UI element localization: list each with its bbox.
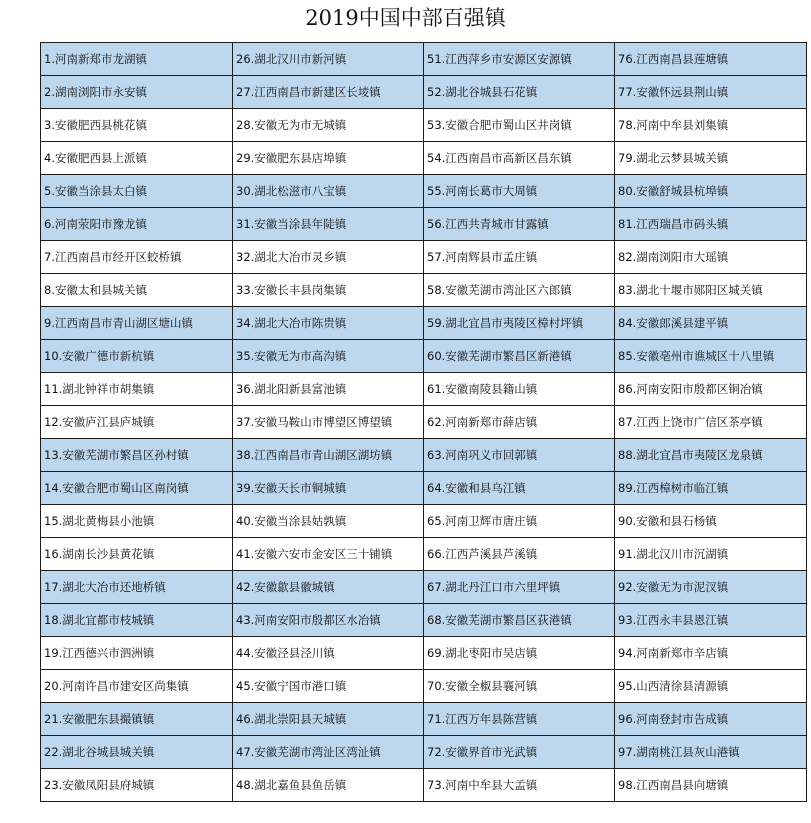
table-cell: 58.安徽芜湖市湾沚区六郎镇 <box>424 274 615 307</box>
table-cell: 93.江西永丰县恩江镇 <box>615 604 807 637</box>
table-cell: 53.安徽合肥市蜀山区井岗镇 <box>424 109 615 142</box>
table-cell: 68.安徽芜湖市繁昌区荻港镇 <box>424 604 615 637</box>
table-cell: 60.安徽芜湖市繁昌区新港镇 <box>424 340 615 373</box>
table-cell: 70.安徽全椒县襄河镇 <box>424 670 615 703</box>
table-cell: 51.江西萍乡市安源区安源镇 <box>424 43 615 76</box>
table-cell: 79.湖北云梦县城关镇 <box>615 142 807 175</box>
table-cell: 11.湖北钟祥市胡集镇 <box>41 373 233 406</box>
table-cell: 56.江西共青城市甘露镇 <box>424 208 615 241</box>
table-cell: 37.安徽马鞍山市博望区博望镇 <box>233 406 424 439</box>
table-cell: 92.安徽无为市泥汊镇 <box>615 571 807 604</box>
table-cell: 40.安徽当涂县姑孰镇 <box>233 505 424 538</box>
table-cell: 26.湖北汉川市新河镇 <box>233 43 424 76</box>
table-row <box>41 736 807 769</box>
table-cell: 13.安徽芜湖市繁昌区孙村镇 <box>41 439 233 472</box>
table-row <box>41 703 807 736</box>
table-row <box>41 274 807 307</box>
table-cell: 17.湖北大冶市还地桥镇 <box>41 571 233 604</box>
table-cell: 29.安徽肥东县店埠镇 <box>233 142 424 175</box>
table-row <box>41 538 807 571</box>
table-row <box>41 142 807 175</box>
table-cell: 61.安徽南陵县籍山镇 <box>424 373 615 406</box>
table-cell: 34.湖北大冶市陈贵镇 <box>233 307 424 340</box>
table-cell: 81.江西瑞昌市码头镇 <box>615 208 807 241</box>
table-cell: 30.湖北松滋市八宝镇 <box>233 175 424 208</box>
table-cell: 21.安徽肥东县撮镇镇 <box>41 703 233 736</box>
table-cell: 38.江西南昌市青山湖区湖坊镇 <box>233 439 424 472</box>
table-cell: 3.安徽肥西县桃花镇 <box>41 109 233 142</box>
table-cell: 4.安徽肥西县上派镇 <box>41 142 233 175</box>
table-cell: 95.山西清徐县清源镇 <box>615 670 807 703</box>
table-cell: 77.安徽怀远县荆山镇 <box>615 76 807 109</box>
table-cell: 62.河南新郑市薛店镇 <box>424 406 615 439</box>
table-row <box>41 43 807 76</box>
table-row <box>41 208 807 241</box>
table-cell: 59.湖北宜昌市夷陵区樟村坪镇 <box>424 307 615 340</box>
table-cell: 6.河南荥阳市豫龙镇 <box>41 208 233 241</box>
table-cell: 63.河南巩义市回郭镇 <box>424 439 615 472</box>
table-cell: 46.湖北崇阳县天城镇 <box>233 703 424 736</box>
table-cell: 69.湖北枣阳市吴店镇 <box>424 637 615 670</box>
table-row <box>41 637 807 670</box>
table-row <box>41 670 807 703</box>
table-cell: 42.安徽歙县徽城镇 <box>233 571 424 604</box>
table-cell: 57.河南辉县市孟庄镇 <box>424 241 615 274</box>
ranking-table <box>40 42 807 802</box>
table-row <box>41 604 807 637</box>
table-cell: 80.安徽舒城县杭埠镇 <box>615 175 807 208</box>
table-cell: 15.湖北黄梅县小池镇 <box>41 505 233 538</box>
table-cell: 14.安徽合肥市蜀山区南岗镇 <box>41 472 233 505</box>
table-cell: 83.湖北十堰市郧阳区城关镇 <box>615 274 807 307</box>
table-cell: 65.河南卫辉市唐庄镇 <box>424 505 615 538</box>
table-cell: 36.湖北阳新县富池镇 <box>233 373 424 406</box>
table-cell: 73.河南中牟县大孟镇 <box>424 769 615 802</box>
table-row <box>41 373 807 406</box>
table-cell: 9.江西南昌市青山湖区塘山镇 <box>41 307 233 340</box>
table-cell: 55.河南长葛市大周镇 <box>424 175 615 208</box>
table-cell: 97.湖南桃江县灰山港镇 <box>615 736 807 769</box>
page-title: 2019中国中部百强镇 <box>305 6 506 30</box>
table-cell: 27.江西南昌市新建区长堎镇 <box>233 76 424 109</box>
table-cell: 52.湖北谷城县石花镇 <box>424 76 615 109</box>
table-cell: 19.江西德兴市泗洲镇 <box>41 637 233 670</box>
table-cell: 78.河南中牟县刘集镇 <box>615 109 807 142</box>
table-row <box>41 439 807 472</box>
table-cell: 32.湖北大冶市灵乡镇 <box>233 241 424 274</box>
table-cell: 84.安徽郎溪县建平镇 <box>615 307 807 340</box>
table-cell: 5.安徽当涂县太白镇 <box>41 175 233 208</box>
table-cell: 71.江西万年县陈营镇 <box>424 703 615 736</box>
table-row <box>41 571 807 604</box>
table-cell: 33.安徽长丰县岗集镇 <box>233 274 424 307</box>
table-row <box>41 307 807 340</box>
table-row <box>41 472 807 505</box>
table-cell: 12.安徽庐江县庐城镇 <box>41 406 233 439</box>
table-cell: 39.安徽天长市铜城镇 <box>233 472 424 505</box>
table-cell: 82.湖南浏阳市大瑶镇 <box>615 241 807 274</box>
ranking-table-body <box>41 43 807 802</box>
table-cell: 8.安徽太和县城关镇 <box>41 274 233 307</box>
table-cell: 54.江西南昌市高新区昌东镇 <box>424 142 615 175</box>
table-cell: 91.湖北汉川市沉湖镇 <box>615 538 807 571</box>
table-row <box>41 109 807 142</box>
table-cell: 48.湖北嘉鱼县鱼岳镇 <box>233 769 424 802</box>
table-cell: 20.河南许昌市建安区尚集镇 <box>41 670 233 703</box>
table-cell: 44.安徽泾县泾川镇 <box>233 637 424 670</box>
table-cell: 86.河南安阳市殷都区铜冶镇 <box>615 373 807 406</box>
table-cell: 94.河南新郑市辛店镇 <box>615 637 807 670</box>
table-cell: 16.湖南长沙县黄花镇 <box>41 538 233 571</box>
table-cell: 2.湖南浏阳市永安镇 <box>41 76 233 109</box>
table-row <box>41 76 807 109</box>
table-cell: 87.江西上饶市广信区茶亭镇 <box>615 406 807 439</box>
table-cell: 7.江西南昌市经开区蛟桥镇 <box>41 241 233 274</box>
table-row <box>41 406 807 439</box>
table-cell: 35.安徽无为市高沟镇 <box>233 340 424 373</box>
table-cell: 18.湖北宜都市枝城镇 <box>41 604 233 637</box>
table-cell: 76.江西南昌县莲塘镇 <box>615 43 807 76</box>
table-cell: 28.安徽无为市无城镇 <box>233 109 424 142</box>
table-cell: 47.安徽芜湖市湾沚区湾沚镇 <box>233 736 424 769</box>
table-row <box>41 175 807 208</box>
table-cell: 66.江西芦溪县芦溪镇 <box>424 538 615 571</box>
table-cell: 22.湖北谷城县城关镇 <box>41 736 233 769</box>
table-row <box>41 769 807 802</box>
table-cell: 67.湖北丹江口市六里坪镇 <box>424 571 615 604</box>
table-cell: 98.江西南昌县向塘镇 <box>615 769 807 802</box>
table-row <box>41 505 807 538</box>
table-cell: 23.安徽凤阳县府城镇 <box>41 769 233 802</box>
table-row <box>41 340 807 373</box>
table-cell: 85.安徽亳州市谯城区十八里镇 <box>615 340 807 373</box>
table-cell: 64.安徽和县乌江镇 <box>424 472 615 505</box>
table-cell: 10.安徽广德市新杭镇 <box>41 340 233 373</box>
table-row <box>41 241 807 274</box>
table-cell: 90.安徽和县石杨镇 <box>615 505 807 538</box>
table-cell: 96.河南登封市告成镇 <box>615 703 807 736</box>
table-cell: 89.江西樟树市临江镇 <box>615 472 807 505</box>
table-cell: 45.安徽宁国市港口镇 <box>233 670 424 703</box>
table-cell: 31.安徽当涂县年陡镇 <box>233 208 424 241</box>
table-cell: 43.河南安阳市殷都区水冶镇 <box>233 604 424 637</box>
table-cell: 41.安徽六安市金安区三十铺镇 <box>233 538 424 571</box>
table-cell: 88.湖北宜昌市夷陵区龙泉镇 <box>615 439 807 472</box>
table-cell: 72.安徽界首市光武镇 <box>424 736 615 769</box>
table-cell: 1.河南新郑市龙湖镇 <box>41 43 233 76</box>
